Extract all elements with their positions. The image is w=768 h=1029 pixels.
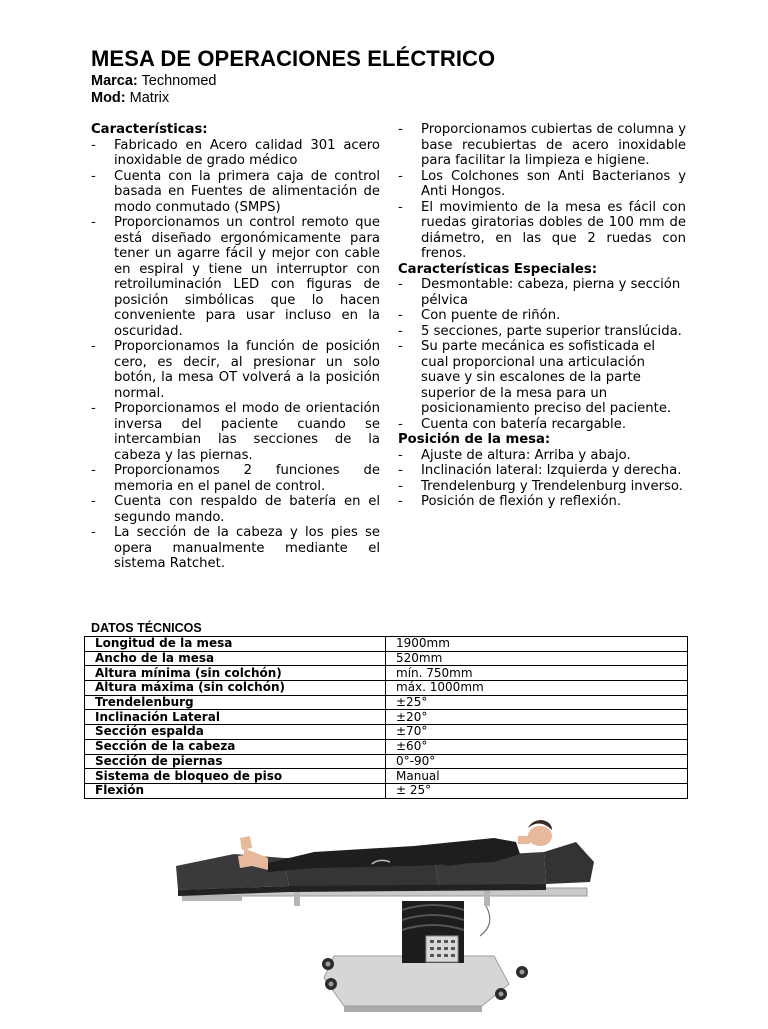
features-list-continued	[398, 122, 686, 262]
spec-value: 520mm	[386, 651, 688, 666]
brand-label: Marca:	[91, 73, 138, 89]
table-row	[85, 725, 688, 740]
features-list	[91, 138, 380, 572]
list-item: - Proporcionamos el modo de orientación inversa del paciente cuando se intercambian las secciones de la cabeza y las piernas.	[91, 401, 380, 463]
spec-label: Flexión	[85, 783, 386, 798]
table-row	[85, 739, 688, 754]
brand-line	[91, 73, 217, 89]
document-title: MESA DE OPERACIONES ELÉCTRICO	[91, 46, 496, 71]
features-column-right	[398, 122, 686, 510]
spec-label: Sección de piernas	[85, 754, 386, 769]
table-row	[85, 651, 688, 666]
list-item: - 5 secciones, parte superior translúcida.	[398, 324, 686, 340]
spec-value: 0°-90°	[386, 754, 688, 769]
table-row	[85, 769, 688, 784]
list-item: - Posición de flexión y reflexión.	[398, 494, 686, 510]
table-row	[85, 710, 688, 725]
spec-value: ±60°	[386, 739, 688, 754]
features-column-left	[91, 122, 380, 572]
spec-label: Inclinación Lateral	[85, 710, 386, 725]
spec-value: mín. 750mm	[386, 666, 688, 681]
spec-label: Ancho de la mesa	[85, 651, 386, 666]
spec-label: Sección espalda	[85, 725, 386, 740]
spec-label: Longitud de la mesa	[85, 637, 386, 652]
model-label: Mod:	[91, 90, 126, 106]
list-item: - Los Colchones son Anti Bacterianos y Anti Hongos.	[398, 169, 686, 200]
tech-data-table	[84, 636, 688, 799]
spec-value: máx. 1000mm	[386, 681, 688, 696]
spec-value: ± 25°	[386, 783, 688, 798]
list-item: - Proporcionamos cubiertas de columna y base recubiertas de acero inoxidable para facilitar la limpieza e higiene.	[398, 122, 686, 169]
spec-value: 1900mm	[386, 637, 688, 652]
table-row	[85, 666, 688, 681]
brand-value: Technomed	[141, 73, 217, 89]
list-item: - Su parte mecánica es sofisticada el cual proporcional una articulación suave y sin escalones de la parte superior de la mesa para un posicionamiento preciso del paciente.	[398, 339, 686, 417]
spec-value: ±70°	[386, 725, 688, 740]
list-item: - Inclinación lateral: Izquierda y derecha.	[398, 463, 686, 479]
table-row	[85, 681, 688, 696]
list-item: - Ajuste de altura: Arriba y abajo.	[398, 448, 686, 464]
spec-value: ±20°	[386, 710, 688, 725]
list-item: - Proporcionamos 2 funciones de memoria en el panel de control.	[91, 463, 380, 494]
spec-label: Trendelenburg	[85, 695, 386, 710]
spec-value: Manual	[386, 769, 688, 784]
table-frame	[182, 888, 587, 936]
list-item: - Fabricado en Acero calidad 301 acero inoxidable de grado médico	[91, 138, 380, 169]
spec-label: Altura máxima (sin colchón)	[85, 681, 386, 696]
list-item: - Cuenta con batería recargable.	[398, 417, 686, 433]
spec-label: Sección de la cabeza	[85, 739, 386, 754]
operating-table-image	[164, 806, 606, 1024]
list-item: - El movimiento de la mesa es fácil con ruedas giratorias dobles de 100 mm de diámetro, en las que 2 ruedas con frenos.	[398, 200, 686, 262]
list-item: - Trendelenburg y Trendelenburg inverso.	[398, 479, 686, 495]
table-row	[85, 754, 688, 769]
operating-table-illustration	[164, 806, 606, 1024]
table-position-list	[398, 448, 686, 510]
list-item: - Proporcionamos la función de posición cero, es decir, al presionar un solo botón, la mesa OT volverá a la posición normal.	[91, 339, 380, 401]
tech-data-title: DATOS TÉCNICOS	[91, 621, 202, 635]
list-item: - La sección de la cabeza y los pies se opera manualmente mediante el sistema Ratchet.	[91, 525, 380, 572]
spec-value: ±25°	[386, 695, 688, 710]
table-column	[402, 901, 464, 963]
model-line	[91, 90, 169, 106]
list-item: - Cuenta con la primera caja de control basada en Fuentes de alimentación de modo conmutado (SMPS)	[91, 169, 380, 216]
spec-label: Sistema de bloqueo de piso	[85, 769, 386, 784]
special-features-heading: Características Especiales:	[398, 261, 597, 277]
table-position-heading: Posición de la mesa:	[398, 432, 551, 447]
list-item: - Con puente de riñón.	[398, 308, 686, 324]
table-row	[85, 637, 688, 652]
model-value: Matrix	[129, 90, 170, 106]
table-row	[85, 783, 688, 798]
list-item: - Cuenta con respaldo de batería en el segundo mando.	[91, 494, 380, 525]
list-item: - Desmontable: cabeza, pierna y sección pélvica	[398, 277, 686, 308]
table-row	[85, 695, 688, 710]
spec-label: Altura mínima (sin colchón)	[85, 666, 386, 681]
list-item: - Proporcionamos un control remoto que está diseñado ergonómicamente para tener un agarre fácil y mejor con cable en espiral y tiene un interruptor con retroiluminación LED con figuras de posición simbólicas que lo hacen conveniente para usar incluso en la oscuridad.	[91, 215, 380, 339]
features-heading: Características:	[91, 122, 208, 137]
special-features-list	[398, 277, 686, 432]
